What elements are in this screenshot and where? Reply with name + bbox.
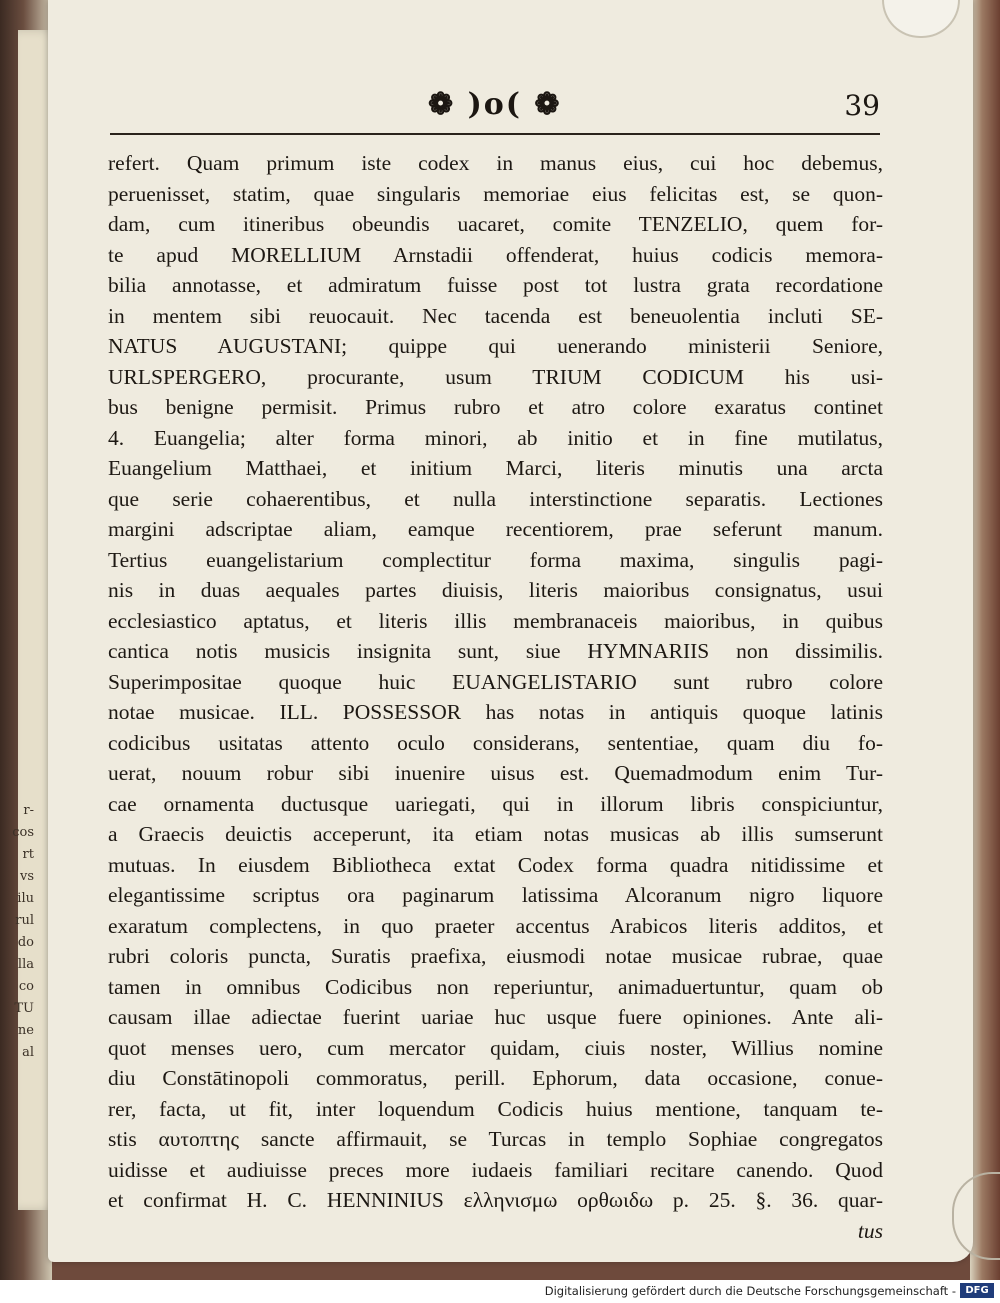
text-line: peruenisset, statim, quae singularis memoriae eius felicitas est, se quon- [108, 181, 883, 206]
header-rule [110, 133, 880, 135]
text-line: 4. Euangelia; alter forma minori, ab initio et in fine mutilatus, [108, 425, 883, 450]
text-line: rer, facta, ut fit, inter loquendum Codicis huius mentione, tanquam te- [108, 1096, 883, 1121]
text-line: URLSPERGERO, procurante, usum TRIUM CODICUM his usi- [108, 364, 883, 389]
text-line: uidisse et audiuisse preces more iudaeis familiari recitare canendo. Quod [108, 1157, 883, 1182]
footer-bar [0, 1280, 1000, 1303]
text-line: ecclesiastico aptatus, et literis illis membranaceis maioribus, in quibus [108, 608, 883, 633]
text-line: dam, cum itineribus obeundis uacaret, comite TENZELIO, quem for- [108, 212, 883, 236]
text-line: margini adscriptae aliam, eamque recentiorem, prae seferunt manum. [108, 517, 883, 541]
text-line: in mentem sibi reuocauit. Nec tacenda est beneuolentia incluti SE- [108, 303, 883, 328]
text-line: notae musicae. ILL. POSSESSOR has notas in antiquis quoque latinis [108, 700, 883, 724]
text-line: bilia annotasse, et admiratum fuisse post tot lustra grata recordatione [108, 273, 883, 297]
catchword: tus [857, 1218, 883, 1243]
footer-credit-text: Digitalisierung gefördert durch die Deutsche Forschungsgemeinschaft - [544, 1284, 956, 1298]
dfg-logo-icon: DFG [960, 1283, 994, 1298]
text-line: elegantissime scriptus ora paginarum latissima Alcoranum nigro liquore [108, 883, 883, 907]
text-line: diu Constātinopoli commoratus, perill. Ephorum, data occasione, conue- [108, 1066, 883, 1090]
text-line: Tertius euangelistarium complectitur forma maxima, singulis pagi- [108, 547, 883, 572]
text-line: que serie cohaerentibus, et nulla interstinctione separatis. Lectiones [108, 486, 883, 511]
text-line: et confirmat H. C. HENNINIUS ελληνισμω ορθωιδω p. 25. §. 36. quar- [108, 1188, 883, 1212]
text-line: stis αυτοπτης sancte affirmauit, se Turcas in templo Sophiae congregatos [108, 1127, 883, 1151]
book-cover-edge [970, 0, 1000, 1280]
text-line: rubri coloris puncta, Suratis praefixa, eiusmodi notae musicae rubrae, quae [108, 944, 883, 968]
text-line: Superimpositae quoque huic EUANGELISTARIO sunt rubro colore [108, 669, 883, 694]
page-header [110, 85, 880, 125]
header-ornament: ❁ )o( ❁ [428, 87, 562, 122]
text-line: cantica notis musicis insignita sunt, siue HYMNARIIS non dissimilis. [108, 639, 883, 663]
page-number: 39 [844, 89, 880, 122]
text-line: bus benigne permisit. Primus rubro et atro colore exaratus continet [108, 395, 883, 419]
text-line: uerat, nouum robur sibi inuenire uisus est. Quemadmodum enim Tur- [108, 761, 883, 785]
text-line: cae ornamenta ductusque uariegati, qui in illorum libris conspiciuntur, [108, 791, 883, 816]
facing-page-text-fragments: r- cos rt vs ilu rul do lla co TU ne al [12, 803, 34, 1060]
text-line: nis in duas aequales partes diuisis, literis maioribus consignatus, usui [108, 578, 883, 602]
text-line: codicibus usitatas attento oculo considerans, sententiae, quam diu fo- [108, 730, 883, 755]
text-line: Euangelium Matthaei, et initium Marci, literis minutis una arcta [108, 456, 883, 480]
text-line: quot menses uero, cum mercator quidam, ciuis noster, Willius nomine [108, 1035, 883, 1060]
text-line: NATUS AUGUSTANI; quippe qui uenerando ministerii Seniore, [108, 334, 883, 358]
text-line: tamen in omnibus Codicibus non reperiuntur, animaduertuntur, quam ob [108, 974, 883, 999]
text-line: a Graecis deuictis acceperunt, ita etiam notas musicas ab illis sumserunt [108, 822, 883, 846]
text-line: mutuas. In eiusdem Bibliotheca extat Codex forma quadra nitidissime et [108, 852, 883, 877]
text-line: causam illae adiectae fuerint uariae huc usque fuere opiniones. Ante ali- [108, 1005, 883, 1029]
body-text [108, 148, 883, 1246]
text-line: refert. Quam primum iste codex in manus eius, cui hoc debemus, [108, 151, 883, 175]
text-line: te apud MORELLIUM Arnstadii offenderat, huius codicis memora- [108, 242, 883, 267]
text-line: exaratum complectens, in quo praeter accentus Arabicos literis additos, et [108, 913, 883, 938]
